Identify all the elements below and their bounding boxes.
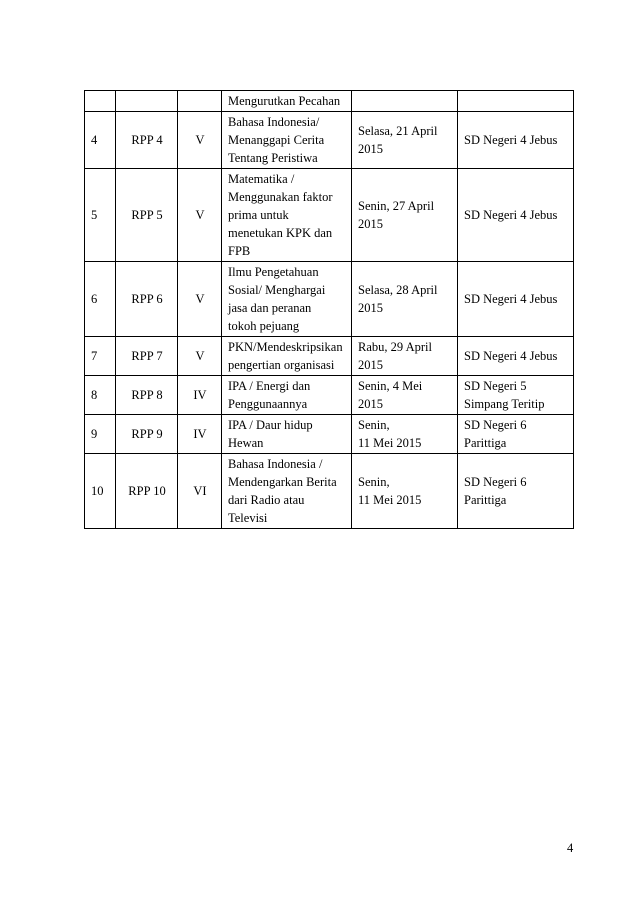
rpp-label: RPP 6 [116, 262, 178, 337]
subject-line: Bahasa Indonesia/ [228, 115, 320, 129]
subject-line: Mengurutkan Pecahan [228, 94, 341, 108]
schedule-table [84, 90, 574, 529]
subject-cell [222, 415, 352, 454]
date-line: 11 Mei 2015 [358, 436, 422, 450]
row-number: 6 [85, 262, 116, 337]
subject-cell [222, 91, 352, 112]
date-line: Senin, 4 Mei [358, 379, 423, 393]
rpp-label: RPP 10 [116, 454, 178, 529]
row-number: 10 [85, 454, 116, 529]
subject-line: Hewan [228, 436, 264, 450]
subject-cell [222, 112, 352, 169]
subject-line: dari Radio atau [228, 493, 305, 507]
subject-line: Tentang Peristiwa [228, 151, 318, 165]
school-line: Parittiga [464, 493, 507, 507]
school-line: SD Negeri 4 Jebus [464, 208, 558, 222]
date-line: Selasa, 21 April [358, 124, 438, 138]
row-number: 5 [85, 169, 116, 262]
rpp-label [116, 91, 178, 112]
date-line: 2015 [358, 301, 383, 315]
rpp-label: RPP 7 [116, 337, 178, 376]
subject-line: PKN/Mendeskripsikan [228, 340, 343, 354]
page-number: 4 [567, 841, 574, 855]
subject-line: pengertian organisasi [228, 358, 335, 372]
date-line: 2015 [358, 358, 383, 372]
subject-cell [222, 262, 352, 337]
date-line: Selasa, 28 April [358, 283, 438, 297]
row-number: 9 [85, 415, 116, 454]
date-cell [352, 112, 458, 169]
class-level: IV [178, 415, 222, 454]
school-cell [458, 169, 574, 262]
rpp-label: RPP 9 [116, 415, 178, 454]
school-line: SD Negeri 4 Jebus [464, 349, 558, 363]
subject-line: Matematika / [228, 172, 295, 186]
date-line: 11 Mei 2015 [358, 493, 422, 507]
subject-cell [222, 169, 352, 262]
table-row [85, 91, 574, 112]
subject-line: IPA / Daur hidup [228, 418, 313, 432]
date-cell [352, 262, 458, 337]
table-row [85, 454, 574, 529]
date-cell [352, 91, 458, 112]
subject-cell [222, 376, 352, 415]
table-row [85, 337, 574, 376]
school-line: Parittiga [464, 436, 507, 450]
school-line: Simpang Teritip [464, 397, 545, 411]
class-level: V [178, 169, 222, 262]
subject-line: Menggunakan faktor [228, 190, 333, 204]
table-row [85, 169, 574, 262]
subject-line: prima untuk [228, 208, 289, 222]
subject-line: tokoh pejuang [228, 319, 300, 333]
subject-cell [222, 337, 352, 376]
school-cell [458, 337, 574, 376]
subject-line: Bahasa Indonesia / [228, 457, 323, 471]
class-level: V [178, 112, 222, 169]
class-level: V [178, 262, 222, 337]
school-cell [458, 112, 574, 169]
subject-line: Menanggapi Cerita [228, 133, 325, 147]
rpp-label: RPP 8 [116, 376, 178, 415]
subject-line: Penggunaannya [228, 397, 308, 411]
class-level: IV [178, 376, 222, 415]
school-cell [458, 91, 574, 112]
school-cell [458, 262, 574, 337]
date-cell [352, 415, 458, 454]
subject-line: Televisi [228, 511, 268, 525]
school-cell [458, 454, 574, 529]
date-line: 2015 [358, 397, 383, 411]
table-row [85, 262, 574, 337]
class-level: V [178, 337, 222, 376]
date-line: Senin, [358, 418, 390, 432]
table-row [85, 415, 574, 454]
row-number: 8 [85, 376, 116, 415]
class-level: VI [178, 454, 222, 529]
school-cell [458, 376, 574, 415]
subject-line: jasa dan peranan [228, 301, 312, 315]
table-row [85, 112, 574, 169]
rpp-label: RPP 4 [116, 112, 178, 169]
subject-line: menetukan KPK dan [228, 226, 333, 240]
date-cell [352, 376, 458, 415]
table-row [85, 376, 574, 415]
subject-line: Mendengarkan Berita [228, 475, 337, 489]
row-number [85, 91, 116, 112]
date-line: Senin, [358, 475, 390, 489]
subject-line: IPA / Energi dan [228, 379, 311, 393]
subject-line: Ilmu Pengetahuan [228, 265, 319, 279]
school-line: SD Negeri 6 [464, 418, 527, 432]
date-cell [352, 337, 458, 376]
class-level [178, 91, 222, 112]
date-cell [352, 454, 458, 529]
date-line: Senin, 27 April [358, 199, 435, 213]
date-line: Rabu, 29 April [358, 340, 432, 354]
school-line: SD Negeri 6 [464, 475, 527, 489]
date-line: 2015 [358, 142, 383, 156]
row-number: 7 [85, 337, 116, 376]
school-line: SD Negeri 4 Jebus [464, 133, 558, 147]
rpp-label: RPP 5 [116, 169, 178, 262]
school-line: SD Negeri 4 Jebus [464, 292, 558, 306]
date-line: 2015 [358, 217, 383, 231]
subject-cell [222, 454, 352, 529]
school-cell [458, 415, 574, 454]
subject-line: FPB [228, 244, 251, 258]
row-number: 4 [85, 112, 116, 169]
school-line: SD Negeri 5 [464, 379, 527, 393]
subject-line: Sosial/ Menghargai [228, 283, 326, 297]
date-cell [352, 169, 458, 262]
